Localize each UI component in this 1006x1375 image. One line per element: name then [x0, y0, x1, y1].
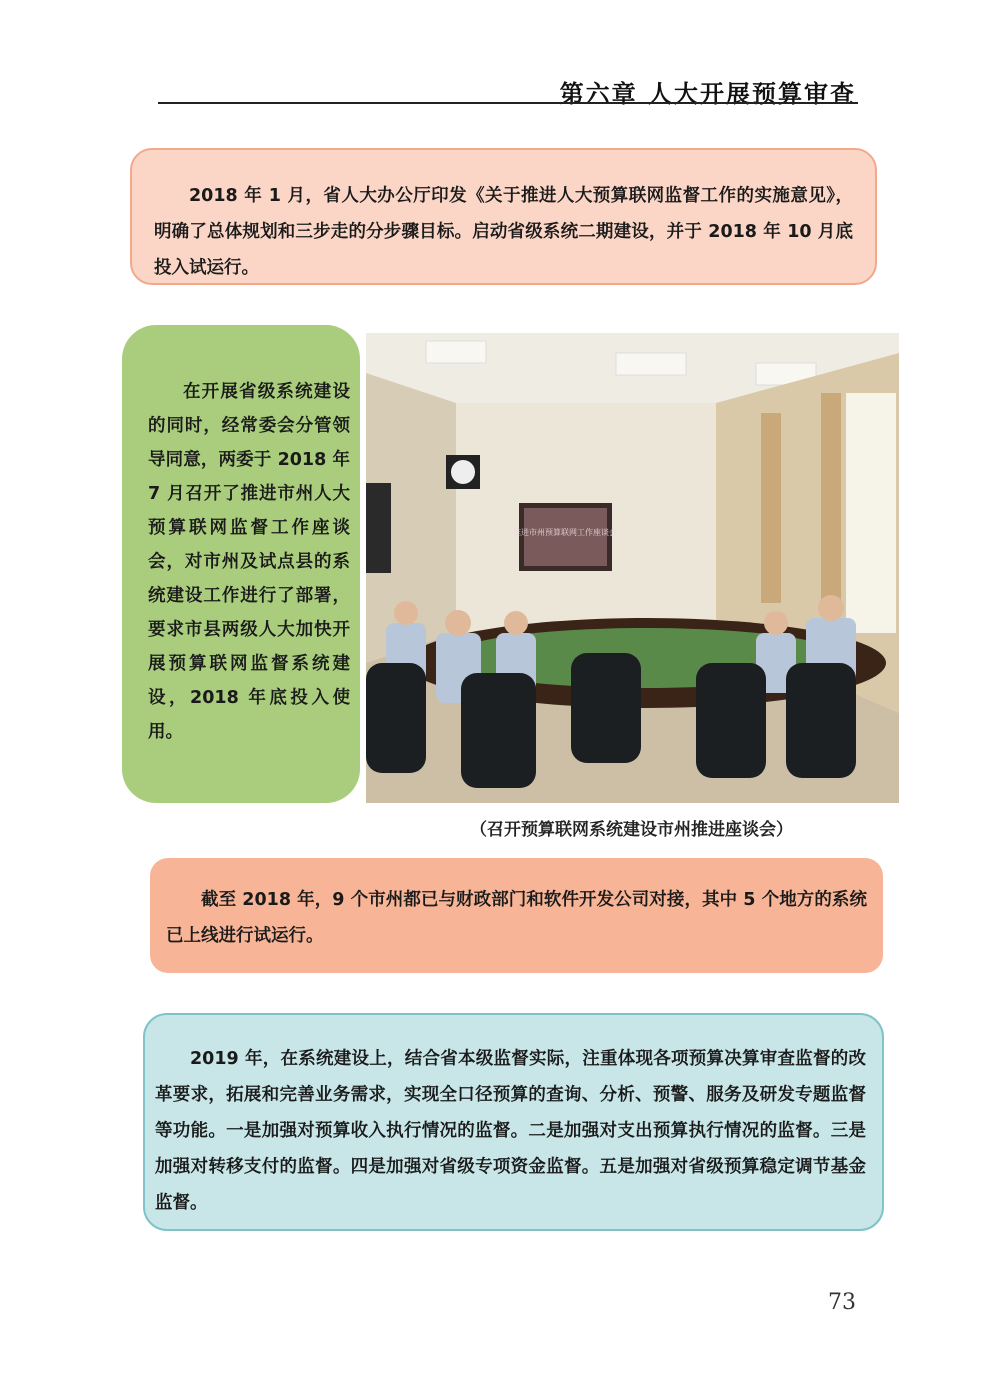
- photo-caption: （召开预算联网系统建设市州推进座谈会）: [470, 820, 793, 840]
- info-box-city-progress: [150, 858, 883, 973]
- info-box-text: 在开展省级系统建设的同时，经常委会分管领导同意，两委于 2018 年 7 月召开了推进市州人大预算联网监督工作座谈会，对市州及试点县的系统建设工作进行了部署，要求市县两级人大加快开展预算联网监督系统建设，2018 年底投入使用。: [148, 382, 350, 742]
- info-box-text: 截至 2018 年，9 个市州都已与财政部门和软件开发公司对接，其中 5 个地方的系统已上线进行试运行。: [166, 890, 867, 946]
- page-number: 73: [828, 1290, 856, 1315]
- info-box-text: 2019 年，在系统建设上，结合省本级监督实际，注重体现各项预算决算审查监督的改革要求，拓展和完善业务需求，实现全口径预算的查询、分析、预警、服务及研发专题监督等功能。一是加强对预算收入执行情况的监督。二是加强对支出预算执行情况的监督。三是加强对转移支付的监督。四是加强对省级专项资金监督。五是加强对省级预算稳定调节基金监督。: [155, 1049, 866, 1213]
- info-box-city-meeting: [122, 325, 360, 803]
- chapter-title: 第六章 人大开展预算审查: [559, 79, 856, 108]
- info-box-2018-opinion: [130, 148, 877, 285]
- meeting-photo: [366, 333, 899, 803]
- info-box-2019-plan: [143, 1013, 884, 1231]
- screen-text: 推进市州预算联网工作座谈会: [513, 528, 617, 537]
- info-box-text: 2018 年 1 月，省人大办公厅印发《关于推进人大预算联网监督工作的实施意见》，明确了总体规划和三步走的分步骤目标。启动省级系统二期建设，并于 2018 年 10 月底投入试运行。: [154, 186, 853, 278]
- header-divider: [158, 102, 858, 104]
